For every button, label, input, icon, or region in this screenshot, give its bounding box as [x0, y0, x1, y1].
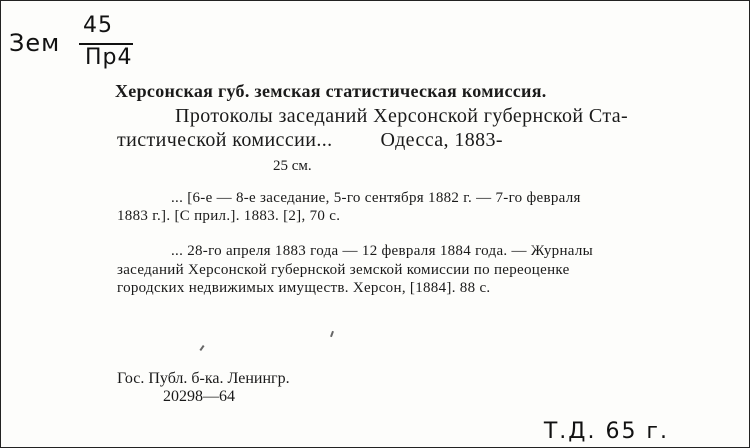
size-note: 25 см.: [273, 158, 312, 174]
stray-mark: [199, 345, 204, 351]
library-name: Гос. Публ. б-ка. Ленингр.: [117, 370, 290, 387]
title-line-2: [117, 129, 503, 152]
volume-2-line-3: городских недвижимых имуществ. Херсон, [1884]. 88 с.: [117, 280, 491, 296]
publication-place-year: Одесса, 1883-: [380, 129, 503, 151]
stray-mark: [330, 331, 334, 337]
shelfmark-prefix: Зем: [9, 29, 61, 57]
title-line-2-text: тистической комиссии...: [117, 129, 333, 151]
title-line-1: Протоколы заседаний Херсонской губернской Ста-: [175, 105, 629, 127]
volume-2-line-2: заседаний Херсонской губернской земской комиссии по переоценке: [117, 262, 570, 278]
shelfmark-numerator: 45: [83, 13, 113, 38]
inventory-note: Т.Д. 65 г.: [543, 419, 669, 444]
card-heading: Херсонская губ. земская статистическая комиссия.: [115, 81, 547, 101]
volume-2-line-1: ... 28-го апреля 1883 года — 12 февраля 1884 года. — Журналы: [171, 243, 594, 259]
shelfmark-denominator: Пр4: [85, 45, 133, 70]
volume-1-line-2: 1883 г.]. [С прил.]. 1883. [2], 70 с.: [117, 208, 341, 224]
library-code: 20298—64: [163, 388, 235, 405]
volume-1-line-1: ... [6-е — 8-е заседание, 5-го сентября 1882 г. — 7-го февраля: [171, 190, 581, 206]
